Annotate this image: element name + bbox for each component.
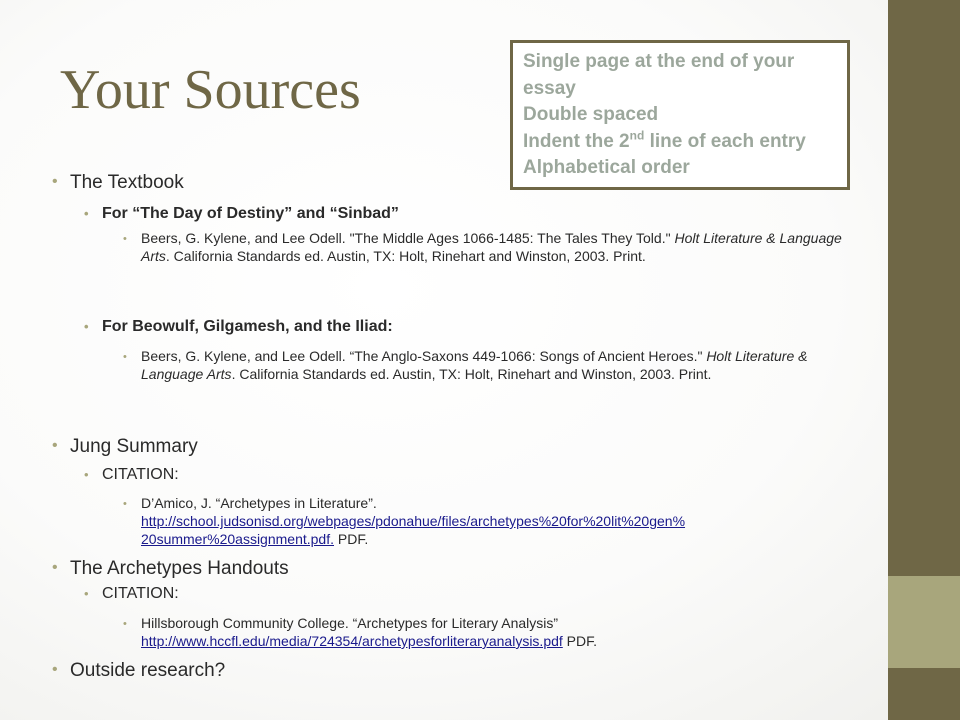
side-bar-bottom-segment [888, 668, 960, 720]
citation-textbook-group1 [141, 229, 871, 265]
side-bar-top-segment [888, 0, 960, 576]
citation-book-title: Holt Literature & Language Arts [141, 230, 842, 264]
bullet-archetypes-handouts: • The Archetypes Handouts [70, 558, 289, 580]
citation-archetypes [141, 614, 871, 650]
citation-text: Beers, G. Kylene, and Lee Odell. “The Anglo-Saxons 449-1066: Songs of Ancient Heroes." [141, 348, 707, 364]
bullet-outside-research: • Outside research? [70, 660, 225, 682]
citation-text-end: . California Standards ed. Austin, TX: Holt, Rinehart and Winston, 2003. Print. [231, 366, 712, 382]
citation-text: Beers, G. Kylene, and Lee Odell. "The Middle Ages 1066-1485: The Tales They Told." [141, 230, 675, 246]
note-indent-superscript: nd [629, 128, 645, 143]
bullet-textbook-group1: • For “The Day of Destiny” and “Sinbad” [102, 205, 399, 223]
citation-text: • Hillsborough Community College. “Archetypes for Literary Analysis” [141, 615, 559, 631]
citation-jung [141, 494, 871, 548]
citation-text: • D’Amico, J. “Archetypes in Literature”. [141, 495, 377, 511]
note-indent-rest: line of each entry [644, 130, 806, 152]
citation-book-title: Holt Literature & Language Arts [141, 348, 808, 382]
bullet-jung-summary: • Jung Summary [70, 436, 198, 458]
note-line-page: Single page at the end of your [523, 51, 795, 72]
note-line-spacing: Double spaced [523, 104, 659, 125]
note-line-order: Alphabetical order [523, 157, 690, 178]
bullet-textbook: • The Textbook [70, 172, 184, 194]
note-line-essay: essay [523, 77, 576, 99]
citation-text-end: . California Standards ed. Austin, TX: Holt, Rinehart and Winston, 2003. Print. [165, 248, 646, 264]
slide-title: Your Sources [60, 59, 361, 121]
bullet-archetypes-citation-label: • CITATION: [102, 585, 179, 603]
side-bar-middle-segment [888, 576, 960, 668]
citation-text-end: PDF. [334, 531, 369, 547]
jung-pdf-link-part1[interactable]: http://school.judsonisd.org/webpages/pdonahue/files/archetypes%20for%20lit%20gen% [141, 513, 686, 529]
citation-text-end: PDF. [562, 633, 598, 649]
bullet-textbook-group2: • For Beowulf, Gilgamesh, and the Iliad: [102, 318, 393, 336]
archetypes-pdf-link[interactable]: http://www.hccfl.edu/media/724354/archetypesforliteraryanalysis.pdf [141, 633, 563, 649]
side-decoration-bar [888, 0, 960, 720]
bullet-jung-citation-label: • CITATION: [102, 466, 179, 484]
jung-pdf-link-part2[interactable]: 20summer%20assignment.pdf. [141, 531, 334, 547]
note-indent-text: Indent the 2 [523, 130, 630, 152]
citation-textbook-group2 [141, 347, 871, 383]
